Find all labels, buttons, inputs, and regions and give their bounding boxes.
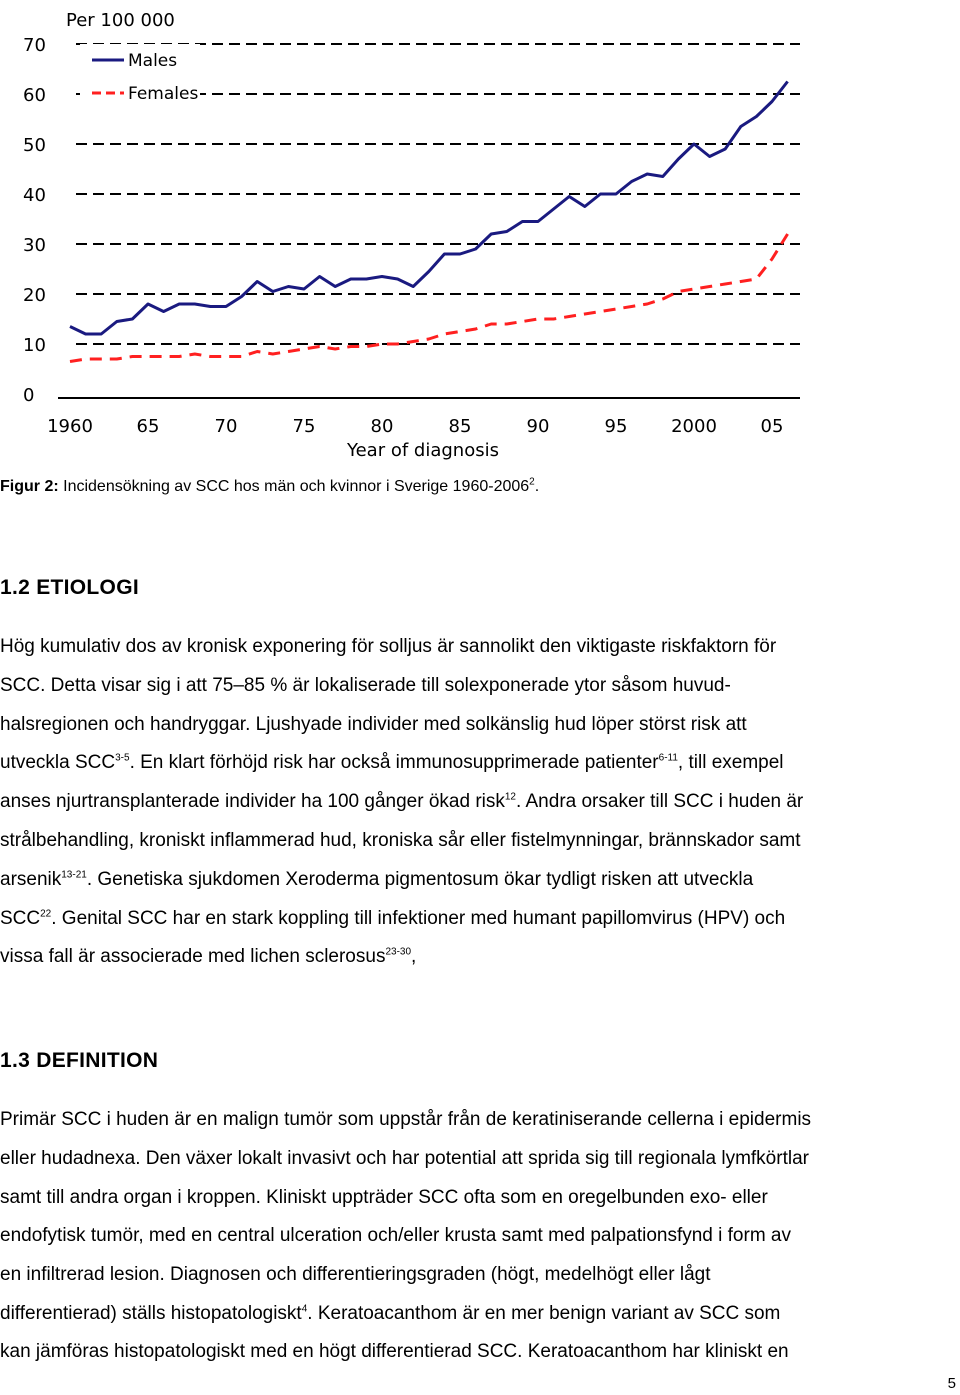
series-line-males — [70, 82, 788, 335]
y-axis-ticks — [23, 35, 46, 406]
figure-caption — [0, 478, 539, 496]
etiologi-line — [0, 830, 801, 852]
body-text: . Keratoacanthom är en mer benign variant av SCC som — [307, 1303, 781, 1324]
x-tick-label-90: 90 — [526, 416, 550, 437]
etiologi-line — [0, 869, 753, 891]
definition-line — [0, 1187, 768, 1209]
body-text: en infiltrerad lesion. Diagnosen och differentieringsgraden (högt, medelhögt eller lågt — [0, 1264, 711, 1285]
reference-superscript: 22 — [40, 908, 52, 920]
body-text: strålbehandling, kroniskt inflammerad hud, kroniska sår eller fistelmynningar, brännskador samt — [0, 830, 801, 851]
x-tick-label-2000: 2000 — [671, 416, 717, 437]
y-tick-label-20: 20 — [23, 285, 46, 306]
page-number: 5 — [947, 1375, 956, 1392]
x-tick-label-80: 80 — [370, 416, 394, 437]
caption-end: . — [534, 478, 540, 495]
y-tick-label-50: 50 — [23, 135, 46, 156]
x-tick-label-65: 65 — [136, 416, 160, 437]
x-axis-label: Year of diagnosis — [347, 440, 499, 461]
y-tick-label-40: 40 — [23, 185, 46, 206]
chart-series — [70, 81, 788, 361]
etiologi-line — [0, 908, 785, 930]
body-text: , till exempel — [677, 752, 784, 773]
definition-line — [0, 1148, 809, 1170]
body-text: , — [411, 946, 417, 967]
body-text: vissa fall är associerade med lichen sclerosus — [0, 946, 386, 967]
etiologi-line — [0, 791, 803, 813]
body-text: halsregionen och handryggar. Ljushyade individer med solkänslig hud löper störst risk att — [0, 714, 747, 735]
x-tick-label-85: 85 — [448, 416, 472, 437]
reference-superscript: 3-5 — [115, 752, 130, 764]
series-line-females — [70, 234, 788, 362]
definition-line — [0, 1303, 780, 1325]
body-text: endofytisk tumör, med en central ulceration och/eller krusta samt med palpationsfynd i form av — [0, 1225, 791, 1246]
body-text: differentierad) ställs histopatologiskt — [0, 1303, 302, 1324]
etiologi-line — [0, 636, 776, 658]
reference-superscript: 4 — [301, 1303, 308, 1315]
incidence-line-chart — [0, 0, 820, 470]
caption-text: Incidensökning av SCC hos män och kvinnor i Sverige 1960-2006 — [58, 478, 530, 495]
y-tick-label-10: 10 — [23, 335, 46, 356]
etiologi-line — [0, 675, 731, 697]
definition-line — [0, 1109, 811, 1131]
x-tick-label-75: 75 — [292, 416, 316, 437]
y-tick-label-0: 0 — [23, 385, 35, 406]
definition-line — [0, 1225, 791, 1247]
body-text: kan jämföras histopatologiskt med en högt differentierad SCC. Keratoacanthom har kliniskt en — [0, 1341, 789, 1362]
body-text: . Genetiska sjukdomen Xeroderma pigmentosum ökar tydligt risken att utveckla — [86, 869, 754, 890]
legend-label-females: Females — [128, 84, 199, 104]
y-tick-label-30: 30 — [23, 235, 46, 256]
section-heading-definition: 1.3 DEFINITION — [0, 1049, 159, 1072]
reference-superscript: 6-11 — [658, 752, 678, 764]
legend — [80, 44, 200, 106]
body-text: samt till andra organ i kroppen. Kliniskt uppträder SCC ofta som en oregelbunden exo- eller — [0, 1187, 768, 1208]
etiologi-line — [0, 714, 747, 736]
reference-superscript: 12 — [504, 791, 516, 803]
legend-label-males: Males — [128, 51, 178, 71]
body-text: SCC — [0, 908, 41, 929]
body-text: utveckla SCC — [0, 752, 116, 773]
x-axis-ticks — [47, 416, 783, 437]
definition-line — [0, 1264, 710, 1286]
reference-superscript: 23-30 — [385, 946, 412, 958]
body-text: . Genital SCC har en stark koppling till infektioner med humant papillomvirus (HPV) och — [51, 908, 786, 929]
body-text: anses njurtransplanterade individer ha 100 gånger ökad risk — [0, 791, 505, 812]
caption-reference: 2 — [529, 476, 535, 488]
y-axis-label: Per 100 000 — [66, 10, 175, 31]
x-tick-label-1960: 1960 — [47, 416, 93, 437]
x-tick-label-70: 70 — [214, 416, 238, 437]
y-tick-label-60: 60 — [23, 85, 46, 106]
body-text: Hög kumulativ dos av kronisk exponering för solljus är sannolikt den viktigaste riskfaktorn för — [0, 636, 777, 657]
body-text: Primär SCC i huden är en malign tumör som uppstår från de keratiniserande cellerna i epidermis — [0, 1109, 812, 1130]
body-text: SCC. Detta visar sig i att 75–85 % är lokaliserade till solexponerade ytor såsom huvud- — [0, 675, 731, 696]
caption-label: Figur 2: — [0, 478, 59, 495]
body-text: . En klart förhöjd risk har också immunosupprimerade patienter — [129, 752, 659, 773]
definition-line — [0, 1341, 789, 1363]
etiologi-line — [0, 752, 784, 774]
x-tick-label-95: 95 — [604, 416, 628, 437]
x-tick-label-05: 05 — [760, 416, 784, 437]
section-heading-etiologi: 1.2 ETIOLOGI — [0, 576, 139, 599]
reference-superscript: 13-21 — [61, 869, 87, 881]
y-tick-label-70: 70 — [23, 35, 46, 56]
body-text: eller hudadnexa. Den växer lokalt invasivt och har potential att sprida sig till regionala lymfkörtlar — [0, 1148, 809, 1169]
body-text: arsenik — [0, 869, 62, 890]
etiologi-line — [0, 946, 416, 968]
body-text: . Andra orsaker till SCC i huden är — [516, 791, 804, 812]
